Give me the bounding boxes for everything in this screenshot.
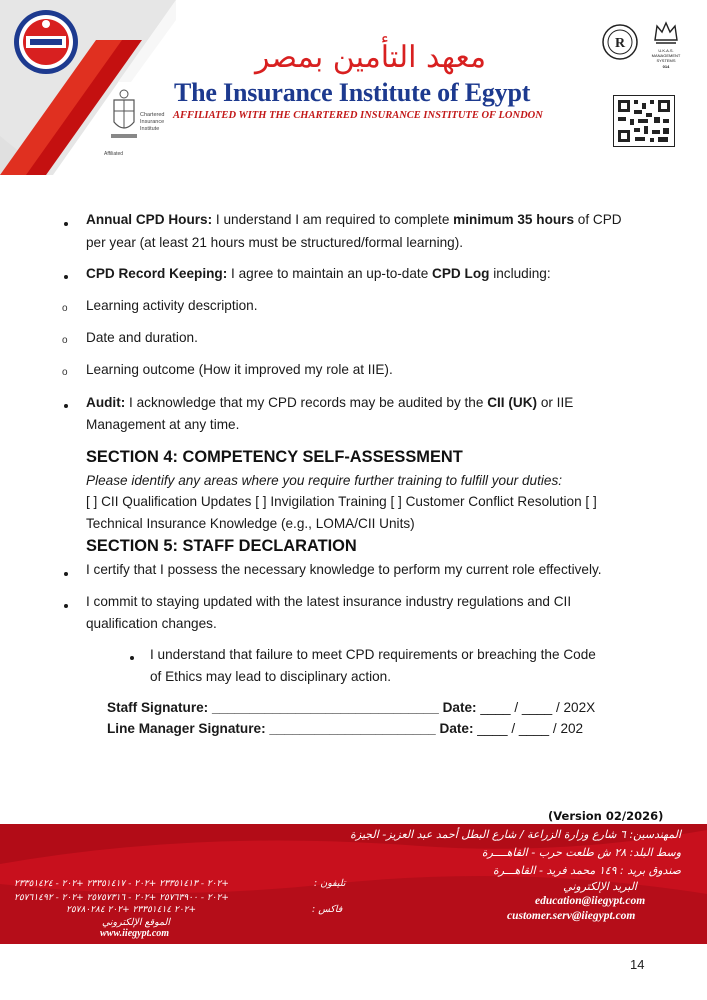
qr-code[interactable] (613, 95, 675, 147)
footer-address-2: وسط البلد: ٢٨ ش طلعت حرب - القاهــــرة (481, 846, 681, 859)
svg-text:R: R (614, 36, 626, 51)
crest-icon (108, 86, 140, 146)
section-4-heading: SECTION 4: COMPETENCY SELF-ASSESSMENT (86, 448, 463, 466)
footer-email-education[interactable]: education@iiegypt.com (535, 895, 646, 907)
annual-cpd-line-2: per year (at least 21 hours must be structured/formal learning). (86, 235, 464, 250)
footer-website[interactable]: www.iiegypt.com (100, 928, 170, 939)
annual-cpd-text: I understand I am required to complete (212, 212, 454, 227)
staff-date-field[interactable]: ____ / ____ / 202X (480, 700, 596, 715)
page-number: 14 (630, 957, 645, 972)
affiliation-text: AFFILIATED WITH THE CHARTERED INSURANCE INSTITUTE OF LONDON (173, 110, 543, 121)
declaration-item-2-line-1: I commit to staying updated with the latest insurance industry regulations and CII (86, 594, 572, 609)
ukas-label: U.K.A.S. MANAGEMENT SYSTEMS (651, 48, 681, 63)
cii-affiliated-label: Affiliated (104, 151, 124, 157)
footer-fax-row: +٢٠٢ ٢٣٣٥١٤١٤ +٢٠٢ ٢٥٧٨٠٢٨٤ (66, 905, 197, 915)
arabic-title: معهد التأمين بمصر (255, 40, 487, 75)
staff-date-label: Date: (442, 700, 477, 715)
training-options-line-2[interactable]: Technical Insurance Knowledge (e.g., LOMA/CII Units) (86, 516, 415, 531)
audit-text: I acknowledge that my CPD records may be audited by the (125, 395, 488, 410)
manager-date-field[interactable]: ____ / ____ / 202 (477, 721, 584, 736)
circle-bullet-icon: o (62, 335, 68, 346)
section-4-instruction: Please identify any areas where you require further training to fulfill your duties: (86, 473, 563, 488)
bullet-icon (64, 222, 68, 226)
crown-icon (652, 20, 680, 46)
cii-name: Chartered Insurance Institute (140, 112, 165, 132)
iie-logo (12, 8, 80, 76)
minimum-hours: minimum 35 hours (453, 212, 575, 227)
manager-signature-row[interactable] (107, 721, 583, 736)
annual-cpd-line-1 (86, 212, 622, 227)
registered-quality-icon (600, 22, 640, 66)
staff-signature-field[interactable]: ______________________________ (211, 700, 439, 715)
audit-line-1 (86, 395, 573, 410)
bullet-icon (64, 572, 68, 576)
record-keeping-text: I agree to maintain an up-to-date (227, 266, 433, 281)
bullet-icon (64, 404, 68, 408)
cpd-log: CPD Log (432, 266, 490, 281)
record-keeping-label: CPD Record Keeping: (86, 266, 228, 281)
footer-email-customer[interactable]: customer.serv@iiegypt.com (507, 910, 636, 922)
declaration-item-3-line-1: I understand that failure to meet CPD requirements or breaching the Code (150, 647, 596, 662)
annual-cpd-label: Annual CPD Hours: (86, 212, 213, 227)
sub-item-activity: Learning activity description. (86, 298, 258, 313)
manager-date-label: Date: (439, 721, 474, 736)
footer-phone-label: تليفون : (314, 878, 346, 889)
audit-suffix: or IIE (537, 395, 574, 410)
sub-item-date: Date and duration. (86, 330, 198, 345)
institute-name: The Insurance Institute of Egypt (174, 78, 531, 107)
ukas-number: 014 (662, 64, 670, 69)
section-5-heading: SECTION 5: STAFF DECLARATION (86, 537, 357, 555)
manager-signature-label: Line Manager Signature: (107, 721, 266, 736)
staff-signature-label: Staff Signature: (107, 700, 209, 715)
record-keeping-suffix: including: (489, 266, 551, 281)
bullet-icon (64, 275, 68, 279)
version-label: (Version 02/2026) (548, 809, 664, 823)
bullet-icon (130, 656, 134, 660)
footer-email-label: البريد الإلكتروني (563, 880, 637, 893)
footer-phones-row-1: +٢٠٢ - ٢٣٣٥١٤١٣ +٢٠٢ - ٢٣٣٥١٤١٧ +٢٠٢ - ٢٣٣٥١٤٢٤ (14, 879, 229, 889)
manager-signature-field[interactable]: ______________________ (269, 721, 436, 736)
declaration-item-1: I certify that I possess the necessary knowledge to perform my current role effectively. (86, 562, 602, 577)
audit-label: Audit: (86, 395, 126, 410)
footer-address-3: صندوق بريد : ١٤٩ محمد فريد - القاهـــرة (492, 864, 681, 877)
cii-uk: CII (UK) (487, 395, 538, 410)
audit-line-2: Management at any time. (86, 417, 240, 432)
cii-crest (108, 86, 172, 160)
staff-signature-row[interactable] (107, 700, 595, 715)
training-options-line-1[interactable]: [ ] CII Qualification Updates [ ] Invigilation Training [ ] Customer Conflict Resolution [ ] (86, 494, 597, 509)
declaration-item-2-line-2: qualification changes. (86, 616, 217, 631)
declaration-item-3-line-2: of Ethics may lead to disciplinary action. (150, 669, 392, 684)
footer-fax-label: فاكس : (312, 904, 343, 915)
annual-cpd-suffix: of CPD (574, 212, 622, 227)
footer-phones-row-2: +٢٠٢ - ٢٥٧٦٣٩٠٠ +٢٠٢ - ٢٥٧٥٧٣١٦ +٢٠٢ - ٢٥٧٦١٤٩٢ (14, 893, 229, 903)
record-keeping-line (86, 266, 551, 281)
ukas-badge (646, 20, 686, 74)
sub-item-outcome: Learning outcome (How it improved my role at IIE). (86, 362, 393, 377)
footer-website-label: الموقع الإلكتروني (102, 917, 171, 928)
footer-address-1: المهندسين: ٦ شارع وزارة الزراعة / شارع البطل أحمد عبد العزيز- الجيزة (350, 828, 681, 841)
bullet-icon (64, 604, 68, 608)
circle-bullet-icon: o (62, 303, 68, 314)
circle-bullet-icon: o (62, 367, 68, 378)
